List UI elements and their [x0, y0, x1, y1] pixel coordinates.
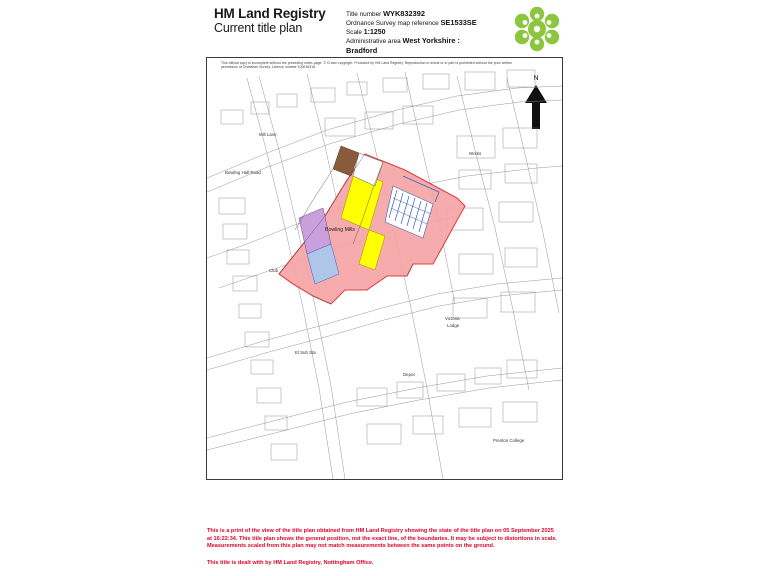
- map-label: Depot: [403, 372, 415, 377]
- map-label: Lodge: [447, 323, 460, 328]
- map-label: Bowling Mills: [325, 227, 355, 233]
- map-label: Mill Lane: [259, 132, 277, 137]
- map-label: Preston College: [493, 438, 525, 443]
- scale-label: Scale: [346, 28, 362, 36]
- title-plan-map: [206, 57, 563, 480]
- footer-paragraph-1: This is a print of the view of the title plan obtained from HM Land Registry showing the state of the title plan on 05 September 2025 at 16:22:34. This title plan shows the general position, not the exact line, of the boundaries. It may be subject to distortions in scale. Measurements scaled from this plan may not match measurements between the same points on the ground.: [207, 528, 557, 550]
- scale-value: 1:1250: [363, 28, 386, 36]
- map-label: Club: [269, 268, 279, 273]
- title-metadata: [346, 10, 536, 55]
- admin-area-value: West Yorkshire :: [402, 36, 460, 46]
- os-ref-label: Ordnance Survey map reference: [346, 20, 439, 28]
- map-label: Works: [469, 151, 482, 156]
- map-label: Bowling Hall Road: [225, 170, 261, 175]
- map-copyright-notice: This official copy is incomplete without the preceding notes page. © Crown copyright. Produced by HM Land Registry. Reproduction in whole or in part is prohibited without the prior written permission of Ordnance Survey. Licence number 100026316.: [221, 61, 513, 70]
- document-header: [206, 4, 566, 56]
- admin-area-label: Administrative area: [346, 38, 401, 46]
- footer-paragraph-2: This title is dealt with by HM Land Registry, Nottingham Office.: [207, 559, 374, 566]
- map-label: Victoria: [445, 316, 460, 321]
- flower-logo-icon: [511, 6, 563, 52]
- title-number-label: Title number: [346, 11, 382, 18]
- admin-area-value-2: Bradford: [346, 45, 378, 55]
- brand-block: [214, 6, 339, 35]
- brand-title: HM Land Registry: [214, 6, 326, 21]
- map-label: El Sub Sta: [295, 350, 316, 355]
- north-label: N: [533, 75, 539, 82]
- document-footer: [207, 528, 557, 576]
- brand-subtitle: Current title plan: [214, 21, 303, 35]
- title-number-value: WYK832392: [383, 9, 425, 18]
- map-drawing: [207, 58, 562, 479]
- os-ref-value: SE1533SE: [440, 18, 477, 28]
